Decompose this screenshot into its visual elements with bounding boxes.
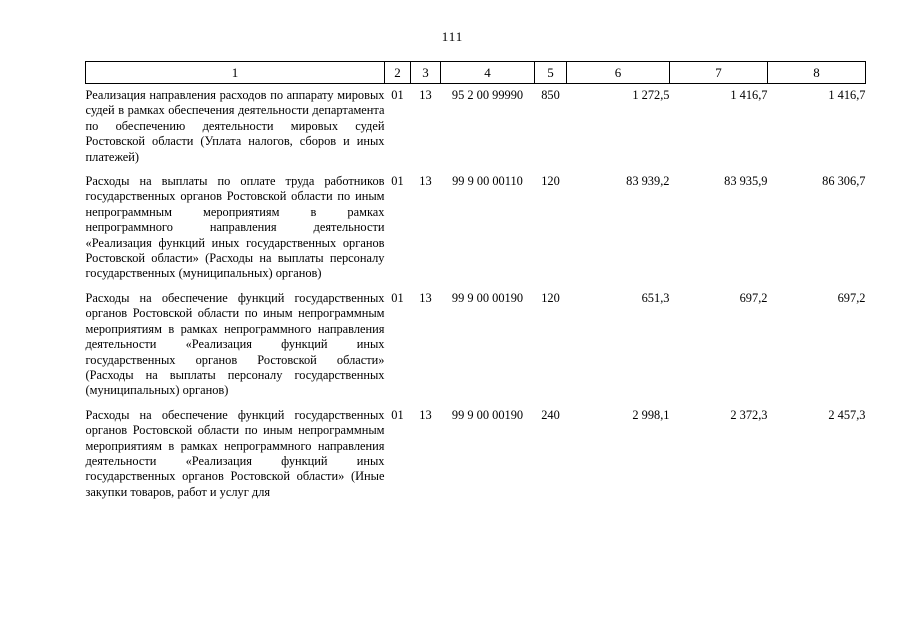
row-amount-7: 2 372,3 <box>730 407 768 422</box>
row-subsection: 13 <box>419 290 432 305</box>
row-subsection: 13 <box>419 174 432 189</box>
row-description: Реализация направления расходов по аппарату мировых судей в рамках обеспечения деятельности департамента по обеспечению деятельности мировых судей Ростовской области (Уплата налогов, сборов и иных платежей) <box>85 88 385 164</box>
col-header-5: 5 <box>535 62 567 84</box>
row-amount-8: 1 416,7 <box>828 88 866 102</box>
budget-table <box>85 61 866 505</box>
row-section: 01 <box>391 290 404 305</box>
table-row <box>86 84 866 171</box>
row-section: 01 <box>391 174 404 189</box>
row-description: Расходы на выплаты по оплате труда работников государственных органов Ростовской области по иным непрограммным мероприятиям в рамках непрограммного направления деятельности «Реализация функций иных государственных органов Ростовской области» (Расходы на выплаты персоналу государственных (муниципальных) органов) <box>85 174 385 281</box>
row-amount-8: 86 306,7 <box>822 174 866 189</box>
row-expense-type: 120 <box>541 174 560 189</box>
row-amount-8: 2 457,3 <box>828 407 866 422</box>
row-amount-7: 83 935,9 <box>724 174 768 189</box>
header-row <box>86 62 866 84</box>
col-header-2: 2 <box>385 62 411 84</box>
col-header-4: 4 <box>441 62 535 84</box>
page-number: 111 <box>441 29 464 44</box>
row-subsection: 13 <box>419 407 432 422</box>
row-description: Расходы на обеспечение функций государственных органов Ростовской области по иным непрограммным мероприятиям в рамках непрограммного направления деятельности «Реализация функций иных государственных органов Ростовской области» (Иные закупки товаров, работ и услуг для <box>85 407 385 499</box>
col-header-8: 8 <box>768 62 866 84</box>
col-header-1: 1 <box>86 62 385 84</box>
row-expense-type: 850 <box>541 88 560 102</box>
row-amount-6: 2 998,1 <box>632 407 670 422</box>
col-header-6: 6 <box>567 62 670 84</box>
table-row <box>86 170 866 287</box>
row-amount-6: 1 272,5 <box>632 88 670 102</box>
row-amount-7: 1 416,7 <box>730 88 768 102</box>
row-amount-7: 697,2 <box>739 290 768 305</box>
row-expense-type: 120 <box>541 290 560 305</box>
row-target-article: 99 9 00 00190 <box>451 290 524 305</box>
row-expense-type: 240 <box>541 407 560 422</box>
row-section: 01 <box>391 407 404 422</box>
row-target-article: 99 9 00 00110 <box>452 174 523 189</box>
row-amount-6: 83 939,2 <box>626 174 670 189</box>
row-amount-8: 697,2 <box>837 290 866 305</box>
table-row <box>86 287 866 404</box>
row-description: Расходы на обеспечение функций государственных органов Ростовской области по иным непрограммным мероприятиям в рамках непрограммного направления деятельности «Реализация функций иных государственных органов Ростовской области» (Расходы на выплаты персоналу государственных (муниципальных) органов) <box>85 290 385 398</box>
row-target-article: 95 2 00 99990 <box>451 88 524 102</box>
row-section: 01 <box>391 88 404 102</box>
row-subsection: 13 <box>419 88 432 102</box>
col-header-7: 7 <box>670 62 768 84</box>
col-header-3: 3 <box>411 62 441 84</box>
table-row <box>86 404 866 505</box>
row-amount-6: 651,3 <box>641 290 670 305</box>
row-target-article: 99 9 00 00190 <box>451 407 524 422</box>
